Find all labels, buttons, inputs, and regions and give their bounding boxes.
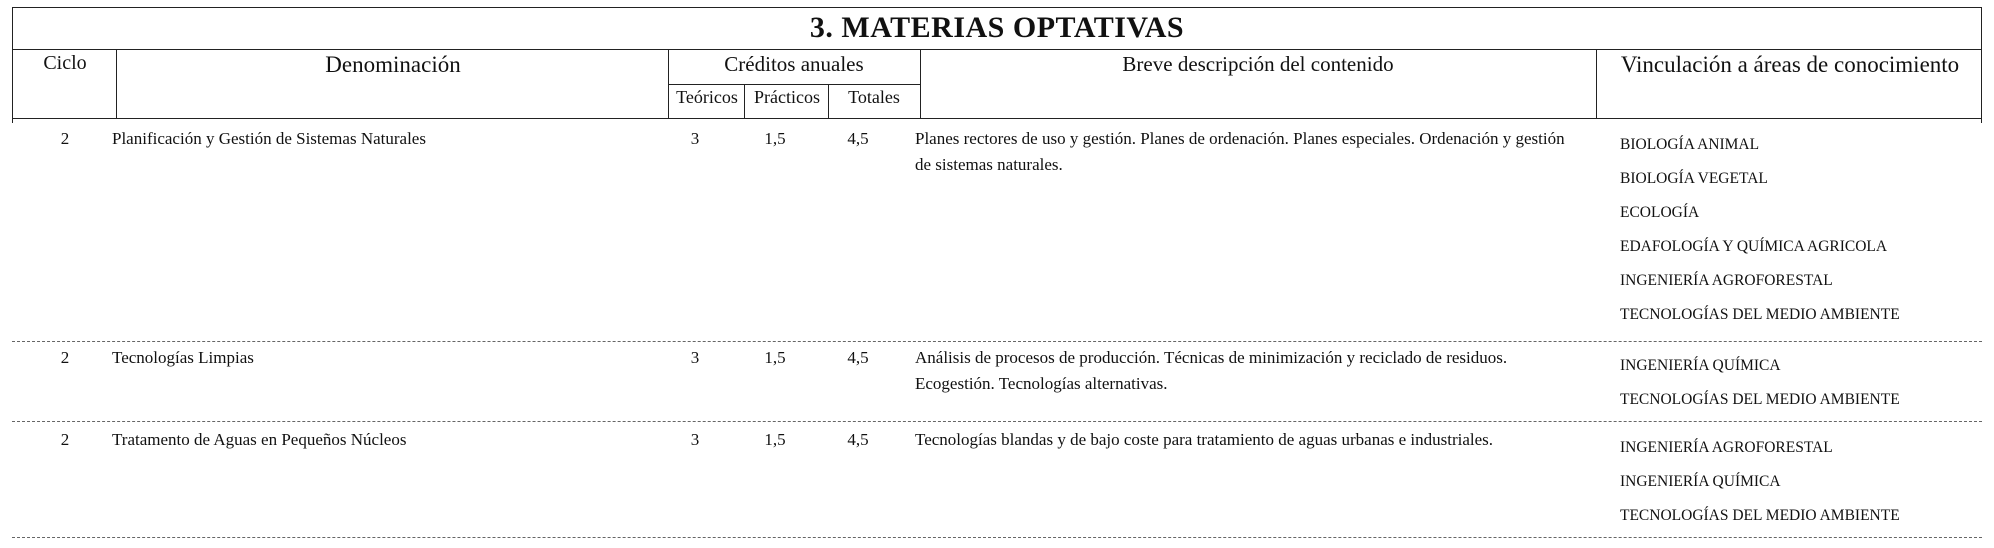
header-top-rule — [12, 49, 1982, 50]
row-areas-list — [1620, 431, 1980, 533]
row-ciclo: 2 — [60, 348, 70, 367]
col-divider-teoricos — [744, 84, 745, 119]
row-denominacion: Tratamento de Aguas en Pequeños Núcleos — [112, 430, 407, 449]
area-item: INGENIERÍA AGROFORESTAL — [1620, 439, 1833, 456]
row-descripcion: Planes rectores de uso y gestión. Planes de ordenación. Planes especiales. Ordenación y gestión de sistemas naturales. — [915, 129, 1565, 174]
row-separator — [12, 537, 1982, 538]
header-totales: Totales — [848, 87, 900, 107]
row-descripcion: Tecnologías blandas y de bajo coste para tratamiento de aguas urbanas e industriales. — [915, 430, 1494, 449]
area-item: BIOLOGÍA VEGETAL — [1620, 170, 1768, 187]
area-item: TECNOLOGÍAS DEL MEDIO AMBIENTE — [1620, 507, 1900, 524]
header-practicos: Prácticos — [754, 87, 820, 107]
header-ciclo: Ciclo — [43, 52, 87, 74]
row-teoricos: 3 — [690, 129, 700, 148]
row-denominacion: Tecnologías Limpias — [112, 348, 254, 367]
row-teoricos: 3 — [690, 348, 700, 367]
header-descripcion: Breve descripción del contenido — [1122, 52, 1394, 76]
row-totales: 4,5 — [847, 129, 869, 148]
header-denominacion: Denominación — [325, 52, 461, 77]
area-item: INGENIERÍA QUÍMICA — [1620, 357, 1781, 374]
row-practicos: 1,5 — [764, 430, 786, 449]
credits-sub-rule — [668, 84, 920, 85]
area-item: ECOLOGÍA — [1620, 204, 1700, 221]
header-teoricos: Teóricos — [676, 87, 738, 107]
row-practicos: 1,5 — [764, 348, 786, 367]
row-descripcion: Análisis de procesos de producción. Técnicas de minimización y reciclado de residuos. Ecogestión. Tecnologías alternativas. — [915, 348, 1508, 393]
section-title: 3. MATERIAS OPTATIVAS — [809, 11, 1185, 44]
row-areas-list — [1620, 349, 1980, 417]
row-teoricos: 3 — [690, 430, 700, 449]
header-vinculacion: Vinculación a áreas de conocimiento — [1620, 52, 1960, 77]
area-item: INGENIERÍA AGROFORESTAL — [1620, 272, 1833, 289]
row-ciclo: 2 — [60, 430, 70, 449]
area-item: EDAFOLOGÍA Y QUÍMICA AGRICOLA — [1620, 238, 1888, 255]
area-item: INGENIERÍA QUÍMICA — [1620, 473, 1781, 490]
row-totales: 4,5 — [847, 430, 869, 449]
area-item: TECNOLOGÍAS DEL MEDIO AMBIENTE — [1620, 391, 1900, 408]
col-divider-descripcion — [1596, 49, 1597, 119]
area-item: TECNOLOGÍAS DEL MEDIO AMBIENTE — [1620, 306, 1900, 323]
row-ciclo: 2 — [60, 129, 70, 148]
row-totales: 4,5 — [847, 348, 869, 367]
col-divider-ciclo — [116, 49, 117, 119]
row-practicos: 1,5 — [764, 129, 786, 148]
row-separator — [12, 341, 1982, 342]
row-separator — [12, 421, 1982, 422]
col-divider-denominacion — [668, 49, 669, 119]
area-item: BIOLOGÍA ANIMAL — [1620, 136, 1760, 153]
row-denominacion: Planificación y Gestión de Sistemas Naturales — [112, 129, 426, 148]
header-creditos-anuales: Créditos anuales — [724, 52, 864, 76]
col-divider-practicos — [828, 84, 829, 119]
row-areas-list — [1620, 128, 1980, 332]
header-bottom-rule — [12, 118, 1982, 119]
